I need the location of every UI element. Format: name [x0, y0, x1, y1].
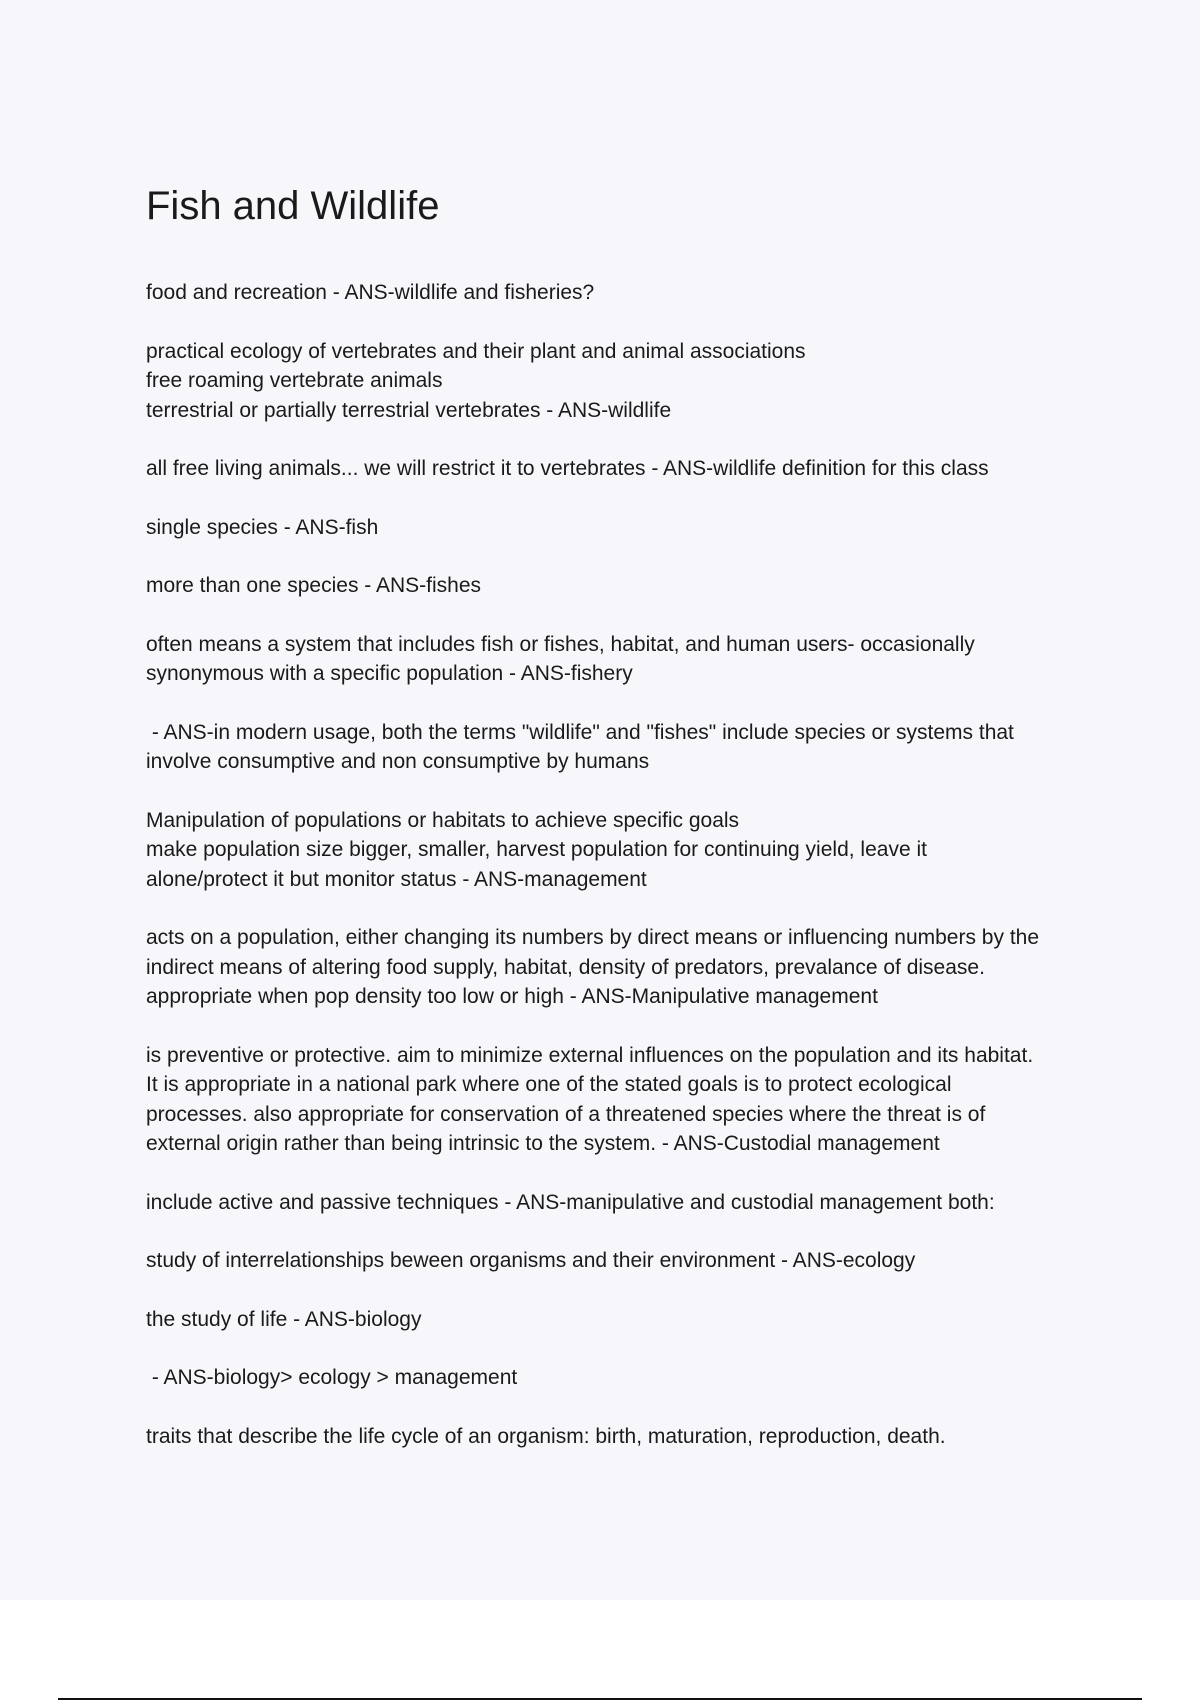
paragraph-line: the study of life - ANS-biology: [146, 1307, 422, 1331]
paragraph: [146, 454, 1106, 484]
document-title: Fish and Wildlife: [146, 184, 440, 228]
paragraph-line: synonymous with a specific population - ANS-fishery: [146, 662, 633, 685]
paragraph-line: study of interrelationships beween organisms and their environment - ANS-ecology: [146, 1249, 916, 1272]
paragraph-line: traits that describe the life cycle of an organism: birth, maturation, reproduction, death.: [146, 1424, 946, 1448]
paragraph-line: indirect means of altering food supply, habitat, density of predators, prevalance of disease.: [146, 955, 985, 979]
paragraph-line: terrestrial or partially terrestrial vertebrates - ANS-wildlife: [146, 398, 672, 422]
paragraph: [146, 337, 1106, 426]
paragraph-line: processes. also appropriate for conservation of a threatened species where the threat is of: [146, 1102, 986, 1126]
paragraph-line: is preventive or protective. aim to minimize external influences on the population and its habitat.: [146, 1043, 1034, 1067]
paragraph-line: free roaming vertebrate animals: [146, 369, 443, 392]
paragraph-line: external origin rather than being intrinsic to the system. - ANS-Custodial management: [146, 1132, 940, 1155]
paragraph: [146, 571, 1106, 601]
paragraph-line: include active and passive techniques - ANS-manipulative and custodial management both:: [146, 1190, 995, 1214]
paragraph: [146, 630, 1106, 689]
paragraph: [146, 1422, 1106, 1452]
paragraph-line: make population size bigger, smaller, harvest population for continuing yield, leave it: [146, 838, 927, 861]
paragraph-line: - ANS-biology> ecology > management: [146, 1366, 518, 1389]
paragraph-line: appropriate when pop density too low or high - ANS-Manipulative management: [146, 985, 878, 1008]
paragraph: [146, 1188, 1106, 1218]
paragraph-line: practical ecology of vertebrates and their plant and animal associations: [146, 339, 806, 363]
document-content: [146, 178, 1106, 1480]
paragraph: [146, 1041, 1106, 1159]
paragraph-line: all free living animals... we will restrict it to vertebrates - ANS-wildlife definition for this class: [146, 457, 989, 480]
paragraph-line: acts on a population, either changing its numbers by direct means or influencing numbers by the: [146, 926, 1040, 949]
paragraph: [146, 1363, 1106, 1393]
paragraph-line: It is appropriate in a national park where one of the stated goals is to protect ecological: [146, 1073, 952, 1096]
paragraph: [146, 923, 1106, 1012]
paragraph: [146, 513, 1106, 543]
paragraph-line: involve consumptive and non consumptive by humans: [146, 750, 650, 773]
paragraph-line: Manipulation of populations or habitats to achieve specific goals: [146, 808, 740, 832]
paragraph-line: more than one species - ANS-fishes: [146, 574, 481, 597]
paragraph-line: - ANS-in modern usage, both the terms "wildlife" and "fishes" include species or systems that: [146, 720, 1014, 744]
paragraph-line: single species - ANS-fish: [146, 515, 379, 539]
paragraph: [146, 1246, 1106, 1276]
paragraph: [146, 278, 1106, 308]
paragraph-line: alone/protect it but monitor status - ANS-management: [146, 867, 647, 891]
paragraph: [146, 806, 1106, 895]
paragraph-line: food and recreation - ANS-wildlife and fisheries?: [146, 281, 595, 304]
paragraph: [146, 1305, 1106, 1335]
paragraph: [146, 718, 1106, 777]
paragraph-line: often means a system that includes fish or fishes, habitat, and human users- occasionally: [146, 632, 975, 656]
paragraph-list: [146, 278, 1106, 1451]
